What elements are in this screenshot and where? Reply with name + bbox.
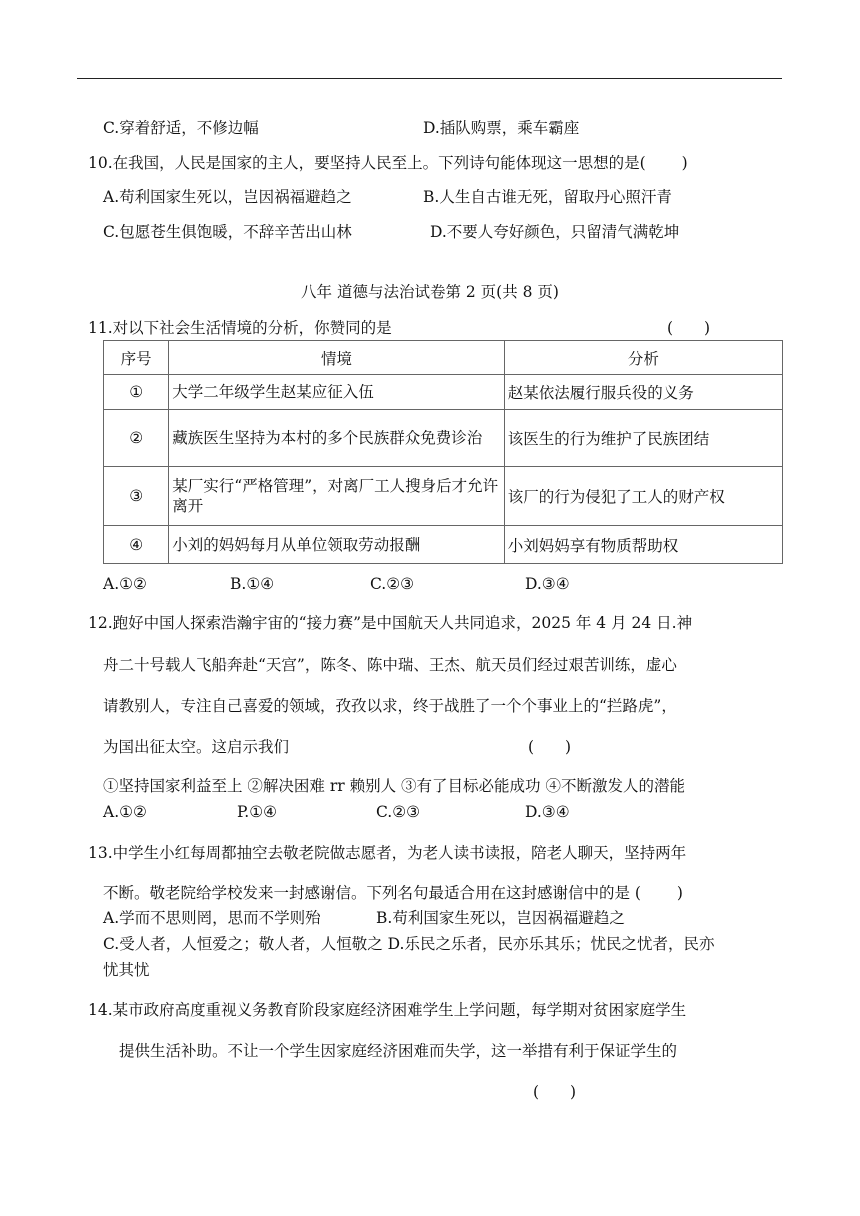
row-number: ④	[104, 526, 169, 564]
q11-option-b: B.①④	[230, 575, 275, 593]
page-footer: 八年 道德与法治试卷第 2 页(共 8 页)	[301, 283, 559, 301]
row-analysis: 赵某依法履行服兵役的义务	[504, 375, 782, 410]
q12-option-c: C.②③	[376, 803, 421, 821]
q12-option-d: D.③④	[525, 803, 570, 821]
q11-option-a: A.①②	[103, 575, 147, 593]
q14-answer-bracket: ( )	[533, 1083, 577, 1101]
q12-stem-line-1: 12.跑好中国人探索浩瀚宇宙的“接力赛”是中国航天人共同追求，2025 年 4 月 24 日.神	[88, 614, 693, 632]
q12-option-a: A.①②	[103, 803, 147, 821]
row-analysis: 该厂的行为侵犯了工人的财产权	[504, 467, 782, 526]
row-number: ②	[104, 410, 169, 467]
q13-option-a: A.学而不思则罔，思而不学则殆	[103, 909, 321, 927]
q10-option-d: D.不要人夸好颜色，只留清气满乾坤	[430, 223, 680, 241]
q13-option-cd-continued: 忧其忧	[103, 961, 150, 979]
q13-option-cd: C.受人者，人恒爱之；敬人者，人恒敬之 D.乐民之乐者，民亦乐其乐；忧民之忧者，民亦	[103, 935, 715, 953]
row-situation: 小刘的妈妈每月从单位领取劳动报酬	[169, 526, 504, 564]
q9-option-c: C.穿着舒适，不修边幅	[103, 119, 259, 137]
q13-stem-line-1: 13.中学生小红每周都抽空去敬老院做志愿者，为老人读书读报，陪老人聊天，坚持两年	[88, 844, 687, 862]
row-analysis: 该医生的行为维护了民族团结	[504, 410, 782, 467]
table-row	[104, 375, 783, 410]
q12-stem-line-3: 请教别人，专注自己喜爱的领域，孜孜以求，终于战胜了一个个事业上的“拦路虎”，	[103, 697, 677, 715]
q13-option-b: B.苟利国家生死以，岂因祸福避趋之	[376, 909, 625, 927]
row-situation: 大学二年级学生赵某应征入伍	[169, 375, 504, 410]
q11-answer-bracket: ( )	[667, 319, 711, 337]
q10-option-a: A.苟利国家生死以，岂因祸福避趋之	[103, 188, 352, 206]
q14-stem-line-1: 14.某市政府高度重视义务教育阶段家庭经济困难学生上学问题，每学期对贫困家庭学生	[88, 1001, 687, 1019]
q11-table	[103, 340, 783, 564]
header-rule	[77, 78, 782, 79]
q12-stem-line-2: 舟二十号载人飞船奔赴“天宫”，陈冬、陈中瑞、王杰、航天员们经过艰苦训练，虚心	[103, 656, 677, 674]
q12-statements: ①坚持国家利益至上 ②解决困难 rr 赖别人 ③有了目标必能成功 ④不断激发人的潜能	[103, 777, 685, 795]
row-analysis: 小刘妈妈享有物质帮助权	[504, 526, 782, 564]
table-header-analysis: 分析	[504, 341, 782, 375]
table-row	[104, 410, 783, 467]
row-number: ①	[104, 375, 169, 410]
q9-option-d: D.插队购票，乘车霸座	[423, 119, 580, 137]
table-header-number: 序号	[104, 341, 169, 375]
row-situation: 藏族医生坚持为本村的多个民族群众免费诊治	[169, 410, 504, 467]
q10-option-c: C.包愿苍生俱饱暖，不辞辛苦出山林	[103, 223, 352, 241]
table-header-situation: 情境	[169, 341, 504, 375]
q12-option-b: P.①④	[237, 803, 278, 821]
q12-stem-line-4: 为国出征太空。这启示我们	[103, 738, 290, 756]
q10-option-b: B.人生自古谁无死，留取丹心照汗青	[423, 188, 672, 206]
q10-stem: 10.在我国，人民是国家的主人，要坚持人民至上。下列诗句能体现这一思想的是( )	[88, 154, 688, 172]
row-situation: 某厂实行“严格管理”，对离厂工人搜身后才允许离开	[169, 467, 504, 526]
q12-answer-bracket: ( )	[528, 738, 572, 756]
table-row	[104, 467, 783, 526]
table-row	[104, 526, 783, 564]
q11-option-c: C.②③	[370, 575, 415, 593]
row-number: ③	[104, 467, 169, 526]
q11-stem: 11.对以下社会生活情境的分析，你赞同的是	[88, 319, 392, 337]
q13-stem-line-2: 不断。敬老院给学校发来一封感谢信。下列名句最适合用在这封感谢信中的是 ( )	[103, 884, 683, 902]
q14-stem-line-2: 提供生活补助。不让一个学生因家庭经济困难而失学，这一举措有利于保证学生的	[119, 1042, 678, 1060]
q11-option-d: D.③④	[525, 575, 570, 593]
